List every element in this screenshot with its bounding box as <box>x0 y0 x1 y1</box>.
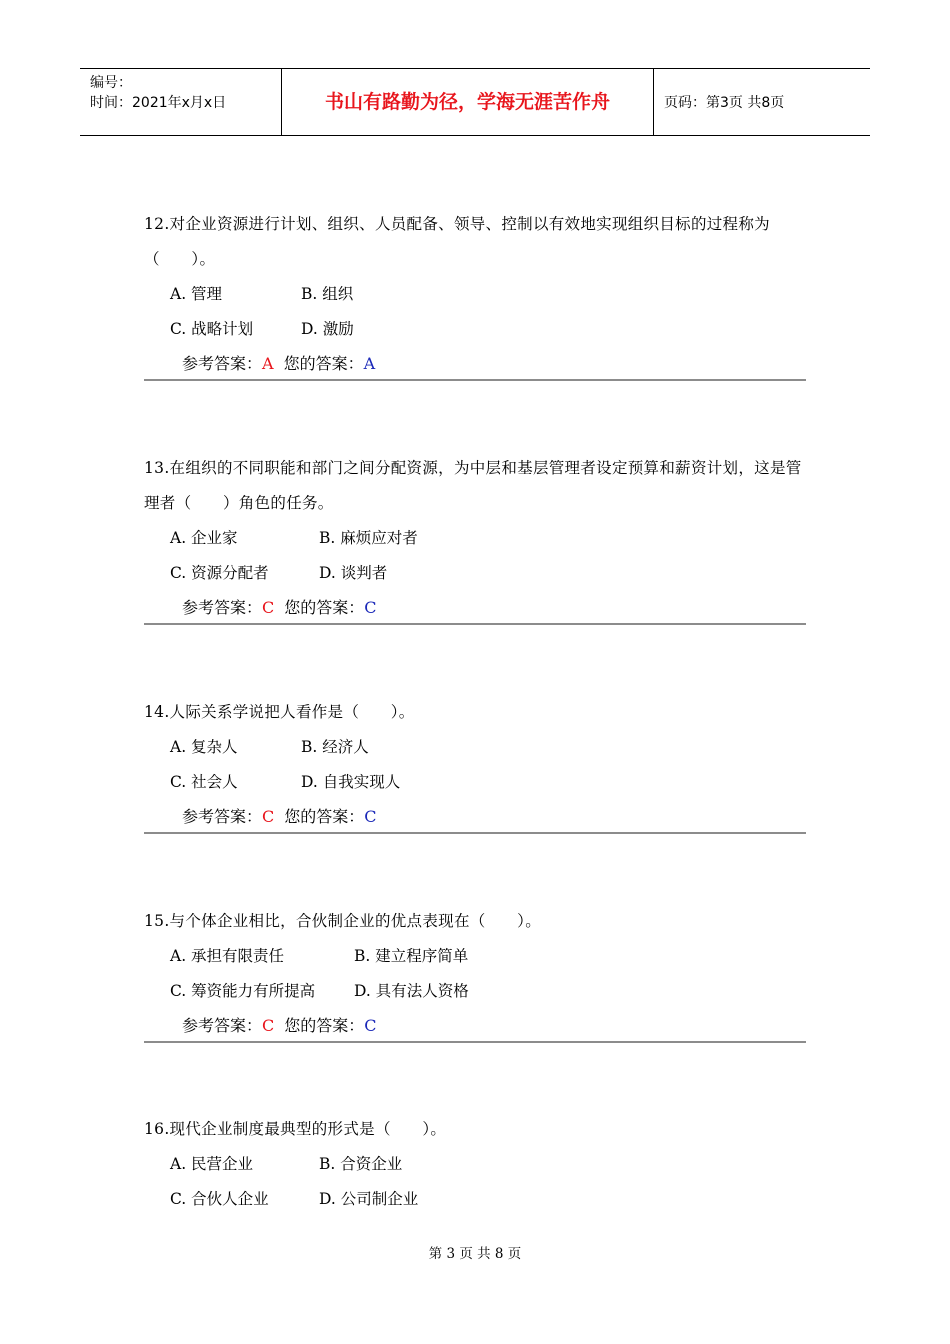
question-text: 12.对企业资源进行计划、组织、人员配备、领导、控制以有效地实现组织目标的过程称为（ ）。 <box>144 215 770 268</box>
option-c: C. 资源分配者 <box>170 564 269 582</box>
question-text: 15.与个体企业相比，合伙制企业的优点表现在（ ）。 <box>144 912 542 930</box>
option-a: A. 管理 <box>170 285 223 303</box>
answer-line <box>144 1009 806 1043</box>
option-d: D. 公司制企业 <box>319 1190 419 1208</box>
question-13 <box>144 451 806 625</box>
header-page-number: 页码：第3页 共8页 <box>664 95 785 111</box>
question-15 <box>144 904 806 1043</box>
reference-answer-label: 参考答案： <box>182 807 263 826</box>
option-b: B. 建立程序简单 <box>354 947 469 965</box>
option-b: B. 组织 <box>301 285 354 303</box>
option-row <box>144 521 806 556</box>
header-number: 编号： <box>90 75 132 91</box>
option-row <box>144 939 806 974</box>
your-answer-label: 您的答案： <box>284 807 365 826</box>
option-d: D. 谈判者 <box>319 564 388 582</box>
your-answer-value: A <box>363 354 376 373</box>
option-row <box>144 974 806 1009</box>
answer-line <box>144 800 806 834</box>
option-c: C. 筹资能力有所提高 <box>170 982 316 1000</box>
reference-answer-value: A <box>262 354 274 373</box>
option-row <box>144 277 806 312</box>
reference-answer-value: C <box>262 807 275 826</box>
page-footer: 第 3 页 共 8 页 <box>428 1246 522 1262</box>
option-row <box>144 730 806 765</box>
question-16 <box>144 1112 806 1217</box>
option-d: D. 具有法人资格 <box>354 982 469 1000</box>
option-a: A. 承担有限责任 <box>170 947 285 965</box>
option-row <box>144 1147 806 1182</box>
option-row <box>144 765 806 800</box>
option-b: B. 麻烦应对者 <box>319 529 418 547</box>
answer-line <box>144 591 806 625</box>
option-c: C. 战略计划 <box>170 320 254 338</box>
your-answer-label: 您的答案： <box>283 354 364 373</box>
reference-answer-value: C <box>262 598 275 617</box>
question-14 <box>144 695 806 834</box>
page-header <box>80 68 870 136</box>
answer-line <box>144 347 806 381</box>
question-12 <box>144 207 806 381</box>
reference-answer-label: 参考答案： <box>182 354 263 373</box>
question-text: 14.人际关系学说把人看作是（ ）。 <box>144 703 415 721</box>
your-answer-value: C <box>364 598 377 617</box>
question-text: 13.在组织的不同职能和部门之间分配资源，为中层和基层管理者设定预算和薪资计划，这是管理者（ ）角色的任务。 <box>144 459 802 512</box>
option-c: C. 社会人 <box>170 773 238 791</box>
header-motto: 书山有路勤为径，学海无涯苦作舟 <box>282 69 654 135</box>
option-a: A. 复杂人 <box>170 738 238 756</box>
your-answer-value: C <box>364 1016 377 1035</box>
question-text: 16.现代企业制度最典型的形式是（ ）。 <box>144 1120 447 1138</box>
option-b: B. 经济人 <box>301 738 369 756</box>
reference-answer-label: 参考答案： <box>182 598 263 617</box>
option-a: A. 企业家 <box>170 529 238 547</box>
option-c: C. 合伙人企业 <box>170 1190 269 1208</box>
your-answer-label: 您的答案： <box>284 598 365 617</box>
header-meta <box>80 69 282 135</box>
option-row <box>144 312 806 347</box>
reference-answer-value: C <box>262 1016 275 1035</box>
your-answer-value: C <box>364 807 377 826</box>
option-a: A. 民营企业 <box>170 1155 254 1173</box>
reference-answer-label: 参考答案： <box>182 1016 263 1035</box>
option-d: D. 自我实现人 <box>301 773 401 791</box>
header-time: 时间：2021年x月x日 <box>90 95 227 111</box>
option-d: D. 激励 <box>301 320 354 338</box>
option-row <box>144 1182 806 1217</box>
your-answer-label: 您的答案： <box>284 1016 365 1035</box>
option-b: B. 合资企业 <box>319 1155 403 1173</box>
option-row <box>144 556 806 591</box>
